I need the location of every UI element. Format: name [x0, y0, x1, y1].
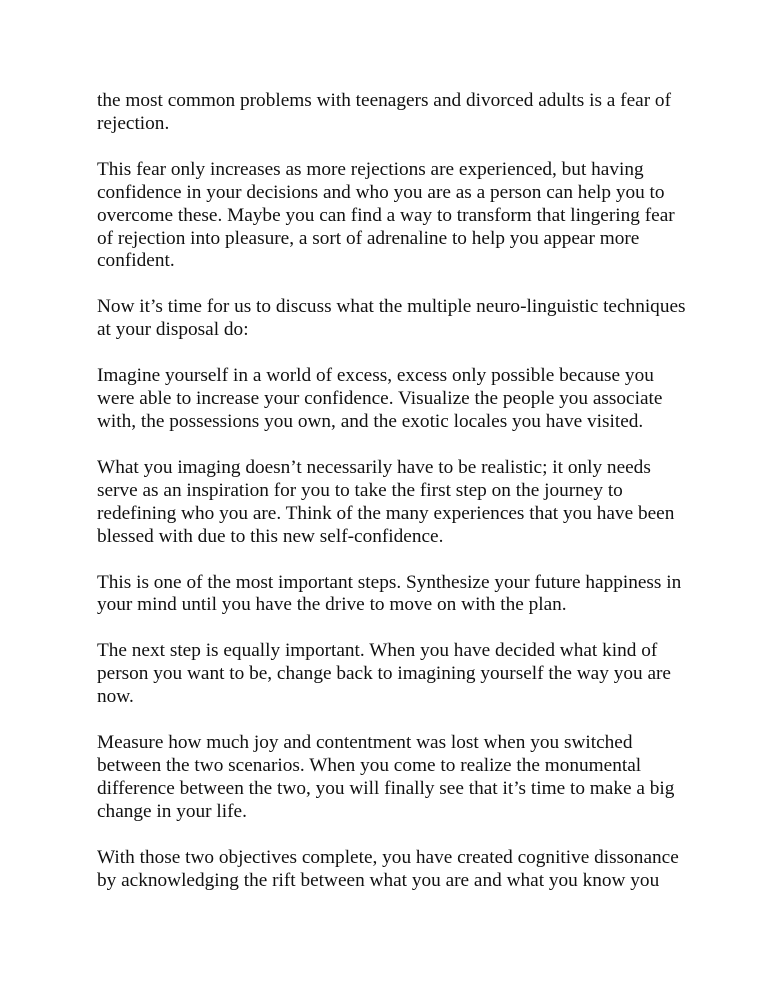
- paragraph-1: the most common problems with teenagers and divorced adults is a fear of rejection.: [97, 90, 671, 134]
- paragraph-4: Imagine yourself in a world of excess, excess only possible because you were able to increase your confidence. Visualize the people you associate with, the possessions you own, and the exotic locales you have visited.: [97, 365, 663, 432]
- body-text: [97, 90, 687, 915]
- paragraph-5: What you imaging doesn’t necessarily have to be realistic; it only needs serve as an inspiration for you to take the first step on the journey to redefining who you are. Think of the many experiences that you have been blessed with due to this new self-confidence.: [97, 456, 675, 547]
- paragraph-8: Measure how much joy and contentment was lost when you switched between the two scenarios. When you come to realize the monumental difference between the two, you will finally see that it’s time to make a big change in your life.: [97, 732, 675, 822]
- paragraph-6: This is one of the most important steps. Synthesize your future happiness in your mind until you have the drive to move on with the plan.: [97, 571, 682, 616]
- paragraph-7: The next step is equally important. When you have decided what kind of person you want to be, change back to imagining yourself the way you are now.: [97, 640, 671, 708]
- paragraph-2: This fear only increases as more rejections are experienced, but having confidence in your decisions and who you are as a person can help you to overcome these. Maybe you can find a way to transform that lingering fear of rejection into pleasure, a sort of adrenaline to help you appear more confident.: [97, 158, 675, 272]
- paragraph-9: With those two objectives complete, you have created cognitive dissonance by acknowledging the rift between what you are and what you know you: [97, 846, 679, 891]
- paragraph-3: Now it’s time for us to discuss what the multiple neuro-linguistic techniques at your disposal do:: [97, 296, 686, 341]
